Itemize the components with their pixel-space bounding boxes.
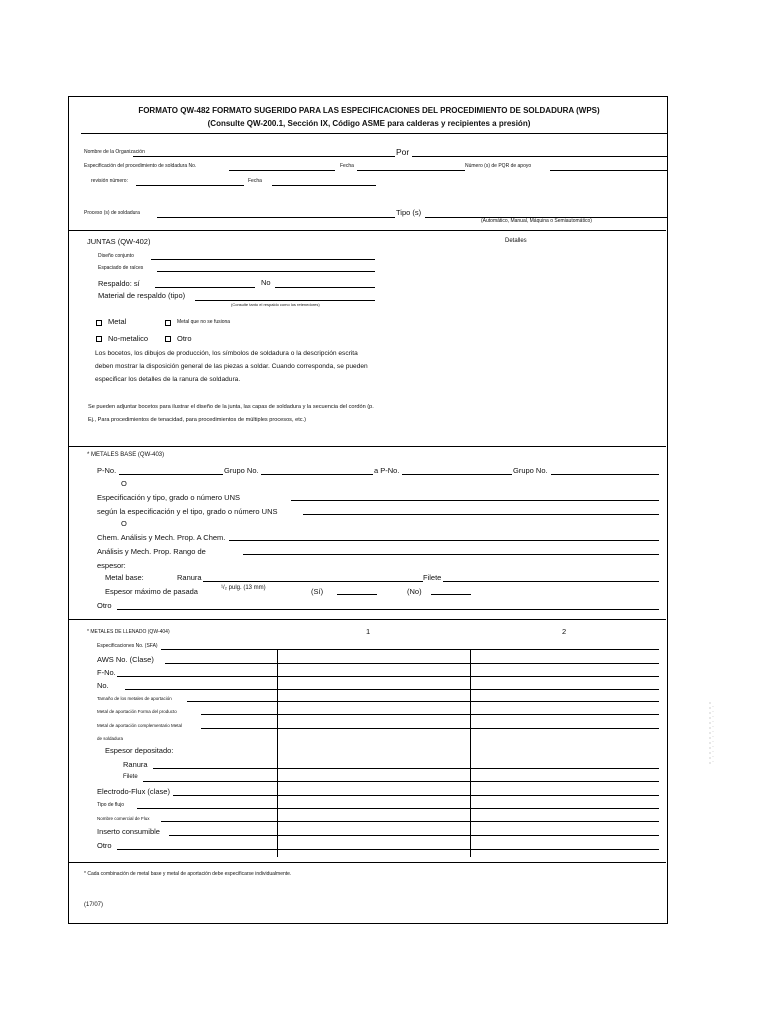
revision-label: revisión número: [91, 178, 128, 184]
form-subtitle: (Consulte QW-200.1, Sección IX, Código ASME para calderas y recipientes a presión) [207, 119, 531, 128]
otro-checkbox[interactable] [165, 336, 171, 342]
spec1-label: Especificación y tipo, grado o número UNS [97, 493, 240, 502]
chem-label: Chem. Análisis y Mech. Prop. A Chem. [97, 533, 226, 542]
col-1-header: 1 [366, 627, 371, 636]
filler-row-field[interactable] [187, 701, 659, 702]
espaciado-label: Espaciado de raíces [98, 265, 144, 271]
filler-row-label: Ranura [123, 760, 148, 769]
filler-row-label: Espesor depositado: [105, 746, 174, 755]
spec-no-field[interactable] [229, 170, 335, 171]
filler-row-label: Especificaciones No. (SFA) [97, 643, 158, 649]
no-label: (No) [407, 587, 422, 596]
o-label-2: O [121, 519, 127, 528]
fecha2-field[interactable] [272, 185, 376, 186]
footer-rule [69, 862, 666, 863]
diseno-label: Diseño conjunto [98, 253, 134, 259]
filler-row-label: Otro [97, 841, 112, 850]
filler-row-field[interactable] [173, 795, 659, 796]
mb-otro-field[interactable] [117, 609, 659, 610]
espesor-label: espesor: [97, 561, 126, 570]
filler-row-field[interactable] [153, 768, 659, 769]
no-fusiona-label: Metal que no se fusiona [177, 319, 231, 325]
pulg-value: ¹/₂ pulg. (13 mm) [221, 585, 266, 591]
filler-row-label: Tamaño de los metales de aportación [97, 696, 172, 701]
filler-row-label: Nombre comercial de Flux [97, 816, 150, 821]
mb-otro-label: Otro [97, 601, 112, 610]
filler-row-label: Electrodo-Flux (clase) [97, 787, 170, 796]
metales-base-title: * METALES BASE (QW-403) [87, 452, 165, 458]
filler-row-label: AWS No. (Clase) [97, 655, 154, 664]
filete-field[interactable] [443, 581, 659, 582]
header-rule [81, 133, 667, 134]
fecha-field[interactable] [357, 170, 465, 171]
scan-mark [707, 702, 715, 766]
col-2-header: 2 [562, 627, 567, 636]
a-pno-label: a P-No. [374, 466, 400, 475]
no-metalico-checkbox[interactable] [96, 336, 102, 342]
tipo-hint: (Automático, Manual, Máquina o Semiautomático) [481, 218, 592, 224]
wps-form [68, 96, 668, 924]
ranura-label: Ranura [177, 573, 202, 582]
org-field[interactable] [133, 156, 395, 157]
analisis-label: Análisis y Mech. Prop. Rango de [97, 547, 206, 556]
spec1-field[interactable] [291, 500, 659, 501]
no-metalico-label: No-metalico [108, 334, 149, 343]
metal-checkbox[interactable] [96, 320, 102, 326]
pqr-label: Número (s) de PQR de apoyo [465, 163, 532, 169]
filler-row-label: Metal de aportación Forma del producto [97, 709, 177, 714]
filler-row-field[interactable] [169, 835, 659, 836]
spec2-label: según la especificación y el tipo, grado o número UNS [97, 507, 278, 516]
otro-label: Otro [177, 334, 192, 343]
si-label: (Sí) [311, 587, 324, 596]
juntas-paragraph-1: Los bocetos, los dibujos de producción, los símbolos de soldadura o la descripción escrita deben mostrar la disposición general de las piezas a soldar. Cuando corresponda, se pueden especificar los detalles de la ranura de soldadura. [95, 350, 368, 383]
spec2-field[interactable] [303, 514, 659, 515]
metales-base-top-rule [69, 446, 666, 447]
grupo2-field[interactable] [551, 474, 659, 475]
material-label: Material de respaldo (tipo) [98, 291, 186, 300]
filler-row-label: Filete [123, 774, 138, 780]
consultar-note: (Consulte tanto el respaldo como los retenedores) [231, 302, 320, 307]
filler-row-label: No. [97, 681, 109, 690]
footer-note: * Cada combinación de metal base y metal de aportación debe especificarse individualmente. [84, 871, 292, 877]
llenado-title: * METALES DE LLENADO (QW-404) [87, 629, 170, 635]
juntas-paragraph-2: Se pueden adjuntar bocetos para ilustrar el diseño de la junta, las capas de soldadura y la secuencia del cordón (p. Ej., Para procedimientos de tenacidad, para procedimientos de múltiples procesos, etc.) [88, 404, 374, 423]
pno-field[interactable] [119, 474, 223, 475]
o-label-1: O [121, 479, 127, 488]
metal-base-label: Metal base: [105, 573, 144, 582]
si-field[interactable] [337, 594, 377, 595]
filler-row-field[interactable] [117, 849, 659, 850]
por-field[interactable] [412, 156, 668, 157]
filler-row-field[interactable] [165, 663, 659, 664]
form-title: FORMATO QW-482 FORMATO SUGERIDO PARA LAS ESPECIFICACIONES DEL PROCEDIMIENTO DE SOLDADURA (WPS) [138, 106, 600, 115]
espesor-max-label: Espesor máximo de pasada [105, 587, 198, 596]
no-fusiona-checkbox[interactable] [165, 320, 171, 326]
grupo-label: Grupo No. [224, 466, 259, 475]
proceso-label: Proceso (s) de soldadura [84, 210, 140, 216]
respaldo-si-field[interactable] [155, 287, 255, 288]
filler-row-label: Metal de aportación complementario Metal [97, 723, 183, 728]
a-pno-field[interactable] [402, 474, 512, 475]
ranura-field[interactable] [203, 581, 423, 582]
detalles-label: Detalles [505, 238, 527, 244]
fecha2-label: Fecha [248, 178, 262, 184]
metal-label: Metal [108, 317, 127, 326]
juntas-top-rule [69, 230, 666, 231]
filler-row-field[interactable] [143, 781, 659, 782]
spec-no-label: Especificación del procedimiento de soldadura No. [84, 163, 197, 169]
respaldo-label: Respaldo: sí [98, 279, 140, 288]
filler-row-field[interactable] [201, 728, 659, 729]
filler-row-label: Inserto consumible [97, 827, 160, 836]
filler-row-field[interactable] [125, 689, 659, 690]
filler-row-field[interactable] [161, 649, 659, 650]
por-label: Por [396, 147, 410, 157]
filler-row-label: Tipo de flujo [97, 802, 125, 808]
fecha-label: Fecha [340, 163, 354, 169]
pno-label: P-No. [97, 466, 117, 475]
col-divider-1 [277, 649, 278, 857]
diseno-field[interactable] [151, 259, 375, 260]
revision-code: (17/07) [84, 902, 104, 908]
tipo-label: Tipo (s) [396, 208, 422, 217]
chem-field[interactable] [229, 540, 659, 541]
material-field[interactable] [195, 300, 375, 301]
filler-row-field[interactable] [137, 808, 659, 809]
filler-row-label: F-No. [97, 668, 116, 677]
analisis-field[interactable] [243, 554, 659, 555]
grupo2-label: Grupo No. [513, 466, 548, 475]
filler-row-field[interactable] [117, 676, 659, 677]
filler-row-field[interactable] [201, 714, 659, 715]
no-field[interactable] [431, 594, 471, 595]
respaldo-no-label: No [261, 278, 271, 287]
juntas-title: JUNTAS (QW-402) [87, 237, 151, 246]
col-divider-2 [470, 649, 471, 857]
filler-row-label: de soldadura [97, 736, 124, 741]
org-label: Nombre de la Organización [84, 149, 145, 155]
revision-field[interactable] [136, 185, 244, 186]
respaldo-no-field[interactable] [275, 287, 375, 288]
grupo-field[interactable] [261, 474, 373, 475]
espaciado-field[interactable] [157, 271, 375, 272]
filete-label: Filete [423, 573, 442, 582]
filler-row-field[interactable] [161, 821, 659, 822]
llenado-top-rule [69, 619, 666, 620]
pqr-field[interactable] [550, 170, 668, 171]
proceso-field[interactable] [157, 217, 395, 218]
